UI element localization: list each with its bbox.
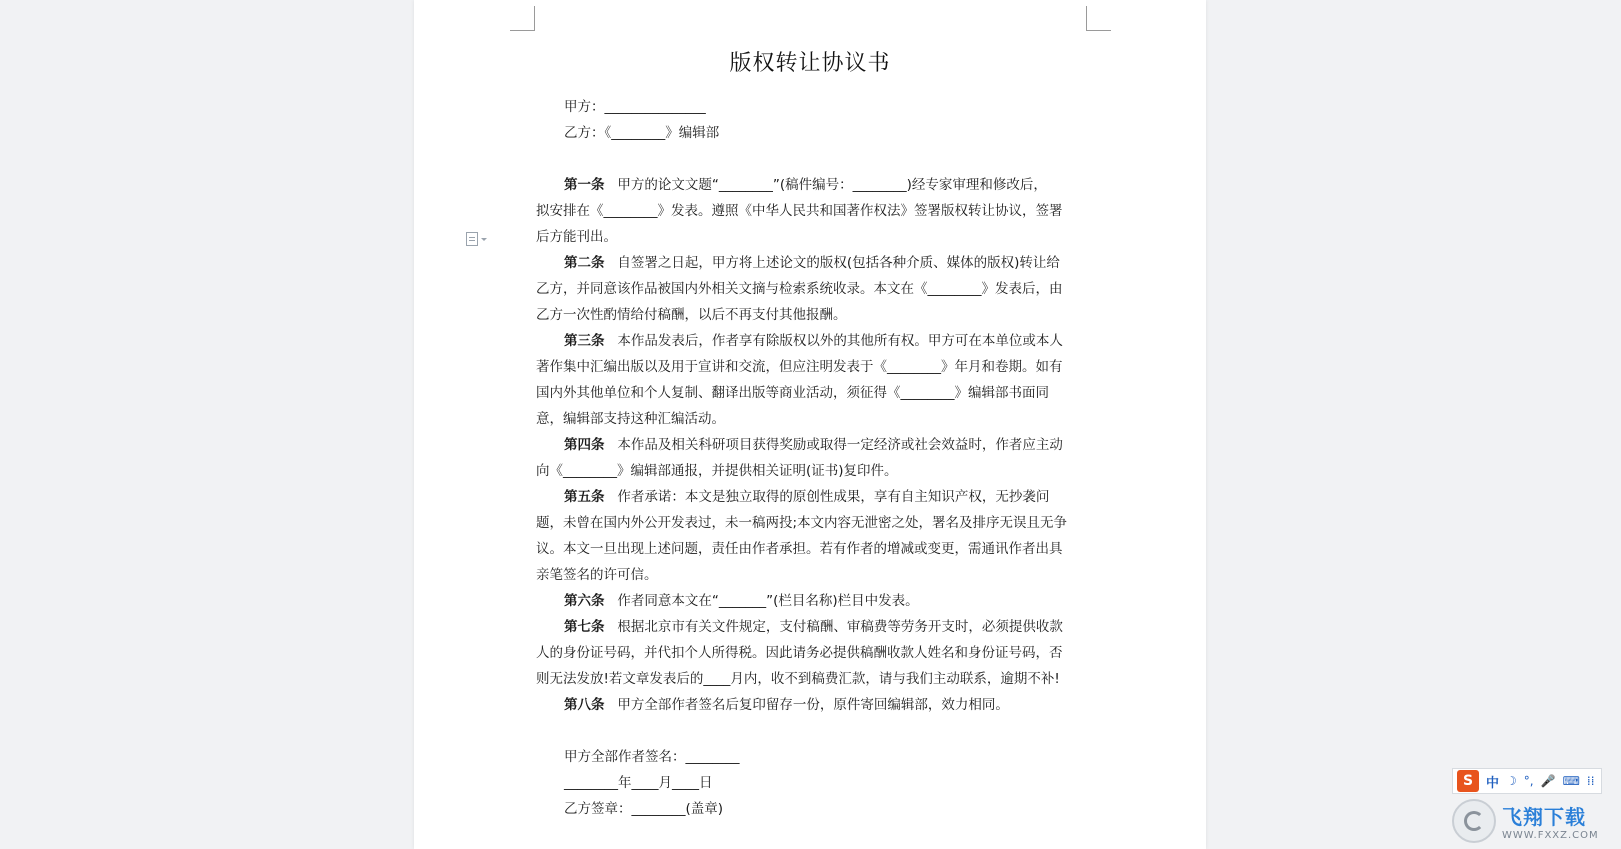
watermark-cn: 飞翔下载 [1502, 805, 1586, 829]
document-page [414, 0, 1206, 849]
clause-7-line-2[interactable]: 人的身份证号码，并代扣个人所得税。因此请务必提供稿酬收款人姓名和身份证号码，否 [536, 645, 1063, 661]
punctuation-icon[interactable]: °, [1523, 774, 1534, 788]
clause-3-heading: 第三条 [564, 333, 605, 349]
clause-7-line-1[interactable] [564, 617, 1063, 637]
clause-5-line-3[interactable]: 议。本文一旦出现上述问题，责任由作者承担。若有作者的增减或变更，需通讯作者出具 [536, 541, 1063, 557]
signature-party-a[interactable]: 甲方全部作者签名：________ [564, 749, 740, 765]
sogou-logo-icon[interactable]: S [1457, 770, 1479, 792]
clause-2-line-3[interactable]: 乙方一次性酌情给付稿酬，以后不再支付其他报酬。 [536, 307, 847, 323]
clause-8-line-1[interactable] [564, 695, 1009, 715]
clause-6-heading: 第六条 [564, 593, 605, 609]
clause-1-line-1[interactable] [564, 175, 1047, 195]
ime-mode-toggle[interactable]: 中 [1486, 775, 1500, 791]
clause-4-heading: 第四条 [564, 437, 605, 453]
clause-3-line-1[interactable] [564, 331, 1063, 351]
clause-3-line-3[interactable]: 国内外其他单位和个人复制、翻译出版等商业活动，须征得《________》编辑部书面同 [536, 385, 1049, 401]
moon-icon[interactable]: ☽ [1506, 774, 1517, 788]
watermark [1452, 794, 1616, 848]
signature-party-b[interactable]: 乙方签章：________(盖章) [564, 801, 724, 817]
keyboard-icon[interactable]: ⌨ [1562, 774, 1580, 788]
clause-4-text: 本作品及相关科研项目获得奖励或取得一定经济或社会效益时，作者应主动 [617, 437, 1063, 453]
clause-1-heading: 第一条 [564, 177, 605, 193]
clause-4-line-1[interactable] [564, 435, 1063, 455]
caret-down-icon [481, 238, 487, 241]
clause-2-line-2[interactable]: 乙方，并同意该作品被国内外相关文摘与检索系统收录。本文在《________》发表后，由 [536, 281, 1063, 297]
clause-1-text: 甲方的论文文题“________”(稿件编号：________)经专家审理和修改后， [617, 177, 1047, 193]
clause-1-line-3[interactable]: 后方能刊出。 [536, 229, 617, 245]
party-a-line[interactable]: 甲方：_______________ [564, 99, 706, 115]
clause-7-line-3[interactable]: 则无法发放!若文章发表后的____月内，收不到稿费汇款，请与我们主动联系，逾期不补! [536, 671, 1060, 687]
paragraph-layout-icon[interactable] [466, 231, 492, 247]
clause-2-line-1[interactable] [564, 253, 1060, 273]
watermark-logo-icon [1452, 799, 1496, 843]
document-icon [466, 232, 478, 246]
watermark-en: WWW.FXXZ.COM [1502, 830, 1599, 841]
document-title[interactable]: 版权转让协议书 [729, 51, 891, 76]
clause-5-heading: 第五条 [564, 489, 605, 505]
clause-6-line-1[interactable] [564, 591, 919, 611]
clause-3-text: 本作品发表后，作者享有除版权以外的其他所有权。甲方可在本单位或本人 [617, 333, 1063, 349]
crop-mark-top-left [510, 6, 535, 31]
party-b-line[interactable]: 乙方：《________》编辑部 [564, 125, 720, 141]
clause-3-line-2[interactable]: 著作集中汇编出版以及用于宣讲和交流，但应注明发表于《________》年月和卷期。如有 [536, 359, 1063, 375]
clause-3-line-4[interactable]: 意，编辑部支持这种汇编活动。 [536, 411, 725, 427]
clause-8-heading: 第八条 [564, 697, 605, 713]
clause-5-line-4[interactable]: 亲笔签名的许可信。 [536, 567, 658, 583]
clause-1-line-2[interactable]: 拟安排在《________》发表。遵照《中华人民共和国著作权法》签署版权转让协议，签署 [536, 203, 1063, 219]
clause-2-text: 自签署之日起，甲方将上述论文的版权(包括各种介质、媒体的版权)转让给 [617, 255, 1060, 271]
clause-7-text: 根据北京市有关文件规定，支付稿酬、审稿费等劳务开支时，必须提供收款 [617, 619, 1063, 635]
clause-6-text: 作者同意本文在“_______”(栏目名称)栏目中发表。 [617, 593, 919, 609]
ime-toolbar[interactable] [1452, 768, 1602, 794]
clause-4-line-2[interactable]: 向《________》编辑部通报，并提供相关证明(证书)复印件。 [536, 463, 898, 479]
clause-5-text: 作者承诺：本文是独立取得的原创性成果，享有自主知识产权，无抄袭问 [617, 489, 1050, 505]
crop-mark-top-right [1086, 6, 1111, 31]
grid-menu-icon[interactable]: ⁞⁞ [1586, 774, 1595, 788]
clause-7-heading: 第七条 [564, 619, 605, 635]
clause-5-line-1[interactable] [564, 487, 1049, 507]
clause-5-line-2[interactable]: 题，未曾在国内外公开发表过，未一稿两投;本文内容无泄密之处，署名及排序无误且无争 [536, 515, 1068, 531]
signature-date[interactable]: ________年____月____日 [564, 775, 713, 791]
microphone-icon[interactable]: 🎤 [1540, 774, 1556, 788]
clause-2-heading: 第二条 [564, 255, 605, 271]
clause-8-text: 甲方全部作者签名后复印留存一份，原件寄回编辑部，效力相同。 [617, 697, 1009, 713]
